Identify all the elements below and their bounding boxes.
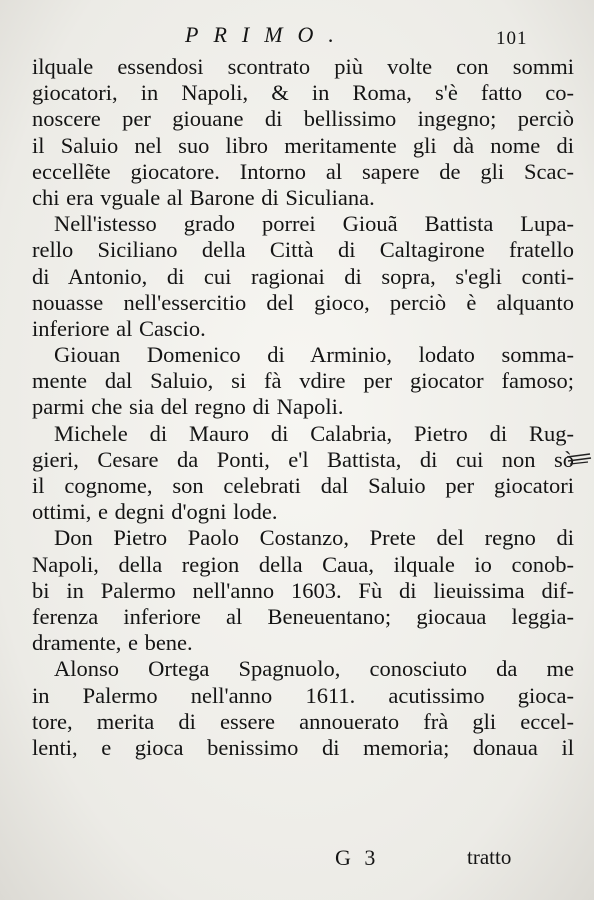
text-line: ilquale essendosi scontrato più volte con sommi: [32, 54, 574, 79]
signature-mark: G 3: [335, 845, 380, 870]
page-number: 101: [496, 28, 528, 49]
text-line: il Saluio nel suo libro meritamente gli dà nome di: [32, 132, 574, 158]
text-line: mente dal Saluio, si fà vdire per giocator famoso;: [32, 368, 574, 394]
text-line: rello Siciliano della Città di Caltagirone fratello: [32, 237, 574, 263]
text-line: Napoli, della region della Caua, ilquale io conob-: [32, 551, 574, 577]
text-line: Michele di Mauro di Calabria, Pietro di Rug-: [54, 420, 574, 446]
text-line: nouasse nell'essercitio del gioco, perciò è alquanto: [32, 289, 574, 315]
text-line: ottimi, e degni d'ogni lode.: [32, 499, 278, 525]
body-text: [32, 54, 574, 761]
running-head: PRIMO.: [185, 22, 349, 47]
text-line: Don Pietro Paolo Costanzo, Prete del regno di: [54, 525, 574, 551]
text-line: inferiore al Cascio.: [32, 315, 206, 341]
text-line: Giouan Domenico di Arminio, lodato somma-: [54, 342, 574, 368]
text-line: chi era vguale al Barone di Siculiana.: [32, 184, 375, 210]
text-line: tore, merita di essere annouerato frà gli eccel-: [32, 708, 574, 734]
text-line: lenti, e gioca benissimo di memoria; donaua il: [32, 734, 574, 760]
text-line: di Antonio, di cui ragionai di sopra, s'egli conti-: [32, 263, 574, 289]
text-line: parmi che sia del regno di Napoli.: [32, 394, 344, 420]
text-line: eccellẽte giocatore. Intorno al sapere de gli Scac-: [32, 158, 574, 184]
marginal-ink-mark: [566, 452, 592, 466]
text-line: Alonso Ortega Spagnuolo, conosciuto da me: [54, 656, 574, 682]
text-line: giocatori, in Napoli, & in Roma, s'è fatto co-: [32, 80, 574, 106]
text-line: Nell'istesso grado porrei Giouã Battista Lupa-: [54, 211, 574, 237]
text-line: gieri, Cesare da Ponti, e'l Battista, di cui non sò: [32, 446, 574, 472]
text-line: il cognome, son celebrati dal Saluio per giocatori: [32, 473, 574, 498]
text-line: ferenza inferiore al Beneuentano; giocaua leggia-: [32, 603, 574, 629]
catchword: tratto: [467, 845, 512, 869]
text-line: noscere per giouane di bellissimo ingegno; perciò: [32, 106, 574, 132]
text-line: dramente, e bene.: [32, 630, 193, 656]
text-line: bi in Palermo nell'anno 1603. Fù di lieuissima dif-: [32, 577, 574, 603]
text-line: in Palermo nell'anno 1611. acutissimo gioca-: [32, 682, 574, 708]
